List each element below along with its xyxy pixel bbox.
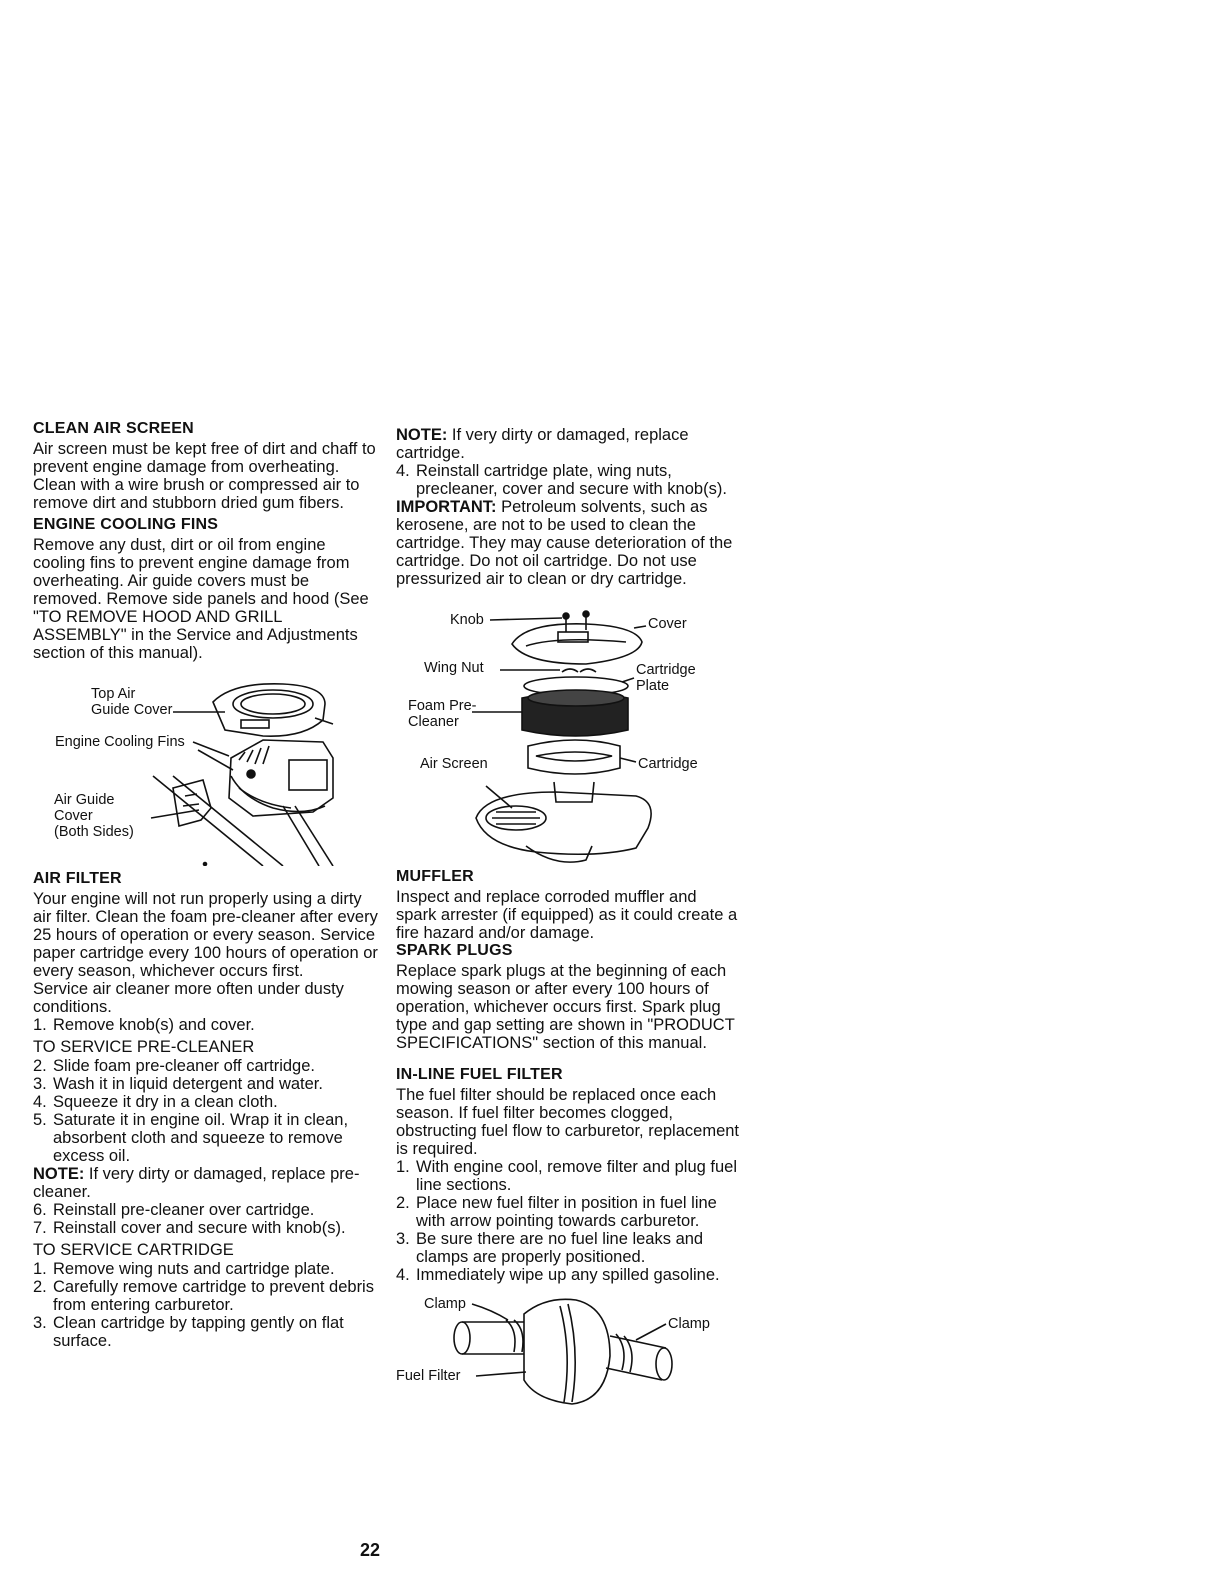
precleaner-steps (33, 1057, 378, 1165)
label-air-guide-cover: Air Guide Cover (Both Sides) (54, 792, 134, 840)
list-item: 4. Squeeze it dry in a clean cloth. (33, 1093, 278, 1111)
spark-plugs-text: Replace spark plugs at the beginning of each mowing season or after every 100 hours of operation, whichever occurs first. Spark plug type and gap setting are shown in "PRODUCT SPECIFICATIONS" section of this manual. (396, 962, 735, 1052)
air-filter-text1: Your engine will not run properly using a dirty air filter. Clean the foam pre-cleaner after every 25 hours of operation or every season. Service paper cartridge every 100 hours of operation or every season, whichever occurs first. (33, 890, 378, 980)
cartridge-note: NOTE: If very dirty or damaged, replace cartridge. (396, 426, 689, 462)
clean-air-screen-text: Air screen must be kept free of dirt and chaff to prevent engine damage from overheating. Clean with a wire brush or compressed air to remove dirt and stubborn dried gum fibers. (33, 440, 376, 512)
engine-cooling-fins-heading: ENGINE COOLING FINS (33, 516, 219, 533)
list-item: 4. Immediately wipe up any spilled gasoline. (396, 1266, 720, 1284)
left-column (33, 420, 378, 1350)
label-engine-cooling-fins: Engine Cooling Fins (55, 734, 185, 750)
label-top-air-guide-cover: Top Air Guide Cover (91, 686, 173, 718)
list-item: 1. Remove wing nuts and cartridge plate. (33, 1260, 335, 1278)
precleaner-steps-2 (33, 1201, 378, 1237)
fuel-filter-text: The fuel filter should be replaced once each season. If fuel filter becomes clogged, obstructing fuel flow to carburetor, replacement is required. (396, 1086, 740, 1158)
label-knob: Knob (450, 612, 484, 628)
fuel-filter-figure (396, 1296, 741, 1412)
list-item: 3. Wash it in liquid detergent and water. (33, 1075, 323, 1093)
label-air-screen: Air Screen (420, 756, 488, 772)
label-clamp-right: Clamp (668, 1316, 710, 1332)
to-service-cartridge-subheading: TO SERVICE CARTRIDGE (33, 1241, 234, 1259)
list-item: 1. Remove knob(s) and cover. (33, 1016, 255, 1034)
muffler-heading: MUFFLER (396, 868, 474, 885)
list-item: 6. Reinstall pre-cleaner over cartridge. (33, 1201, 315, 1219)
fuel-filter-steps (396, 1158, 741, 1284)
important-warning: IMPORTANT: Petroleum solvents, such as kerosene, are not to be used to clean the cartridge. They may cause deterioration of the cartridge. Do not oil cartridge. Do not use pressurized air to clean or dry cartridge. (396, 498, 733, 588)
list-item: 5. Saturate it in engine oil. Wrap it in clean, absorbent cloth and squeeze to remove excess oil. (33, 1111, 349, 1165)
label-cartridge: Cartridge (638, 756, 698, 772)
label-clamp-left: Clamp (424, 1296, 466, 1312)
label-cartridge-plate: Cartridge Plate (636, 662, 696, 694)
air-filter-heading: AIR FILTER (33, 870, 122, 887)
engine-cooling-fins-text: Remove any dust, dirt or oil from engine cooling fins to prevent engine damage from overheating. Air guide covers must be removed. Remove side panels and hood (See "TO REMOVE HOOD AND GRILL ASSEMBLY" in the Service and Adjustments section of this manual). (33, 536, 369, 662)
list-item: 3. Clean cartridge by tapping gently on flat surface. (33, 1314, 344, 1350)
right-column (396, 426, 741, 1412)
list-item: 2. Carefully remove cartridge to prevent debris from entering carburetor. (33, 1278, 374, 1314)
label-cover: Cover (648, 616, 687, 632)
label-wing-nut: Wing Nut (424, 660, 484, 676)
list-item: 2. Slide foam pre-cleaner off cartridge. (33, 1057, 315, 1075)
air-cleaner-exploded-illustration (396, 606, 741, 868)
fuel-filter-illustration (396, 1296, 741, 1412)
engine-cooling-figure (33, 680, 378, 866)
list-item: 3. Be sure there are no fuel line leaks and clamps are properly positioned. (396, 1230, 704, 1266)
list-item: 4. Reinstall cartridge plate, wing nuts, precleaner, cover and secure with knob(s). (396, 462, 727, 498)
list-item: 1. With engine cool, remove filter and plug fuel line sections. (396, 1158, 738, 1194)
air-filter-text2: Service air cleaner more often under dusty conditions. (33, 980, 344, 1016)
page-number: 22 (360, 1540, 381, 1560)
label-fuel-filter: Fuel Filter (396, 1368, 461, 1384)
air-cleaner-figure (396, 606, 741, 868)
list-item: 2. Place new fuel filter in position in fuel line with arrow pointing towards carburetor. (396, 1194, 717, 1230)
list-item: 7. Reinstall cover and secure with knob(s). (33, 1219, 346, 1237)
cartridge-step-4 (396, 462, 741, 498)
cartridge-steps (33, 1260, 378, 1350)
muffler-text: Inspect and replace corroded muffler and spark arrester (if equipped) as it could create a fire hazard and/or damage. (396, 888, 738, 942)
spark-plugs-heading: SPARK PLUGS (396, 942, 513, 959)
fuel-filter-heading: IN-LINE FUEL FILTER (396, 1066, 563, 1083)
label-foam-precleaner: Foam Pre- Cleaner (408, 698, 477, 730)
precleaner-note: NOTE: If very dirty or damaged, replace pre-cleaner. (33, 1165, 360, 1201)
air-filter-steps (33, 1016, 378, 1034)
to-service-precleaner-subheading: TO SERVICE PRE-CLEANER (33, 1038, 255, 1056)
clean-air-screen-heading: CLEAN AIR SCREEN (33, 420, 194, 437)
